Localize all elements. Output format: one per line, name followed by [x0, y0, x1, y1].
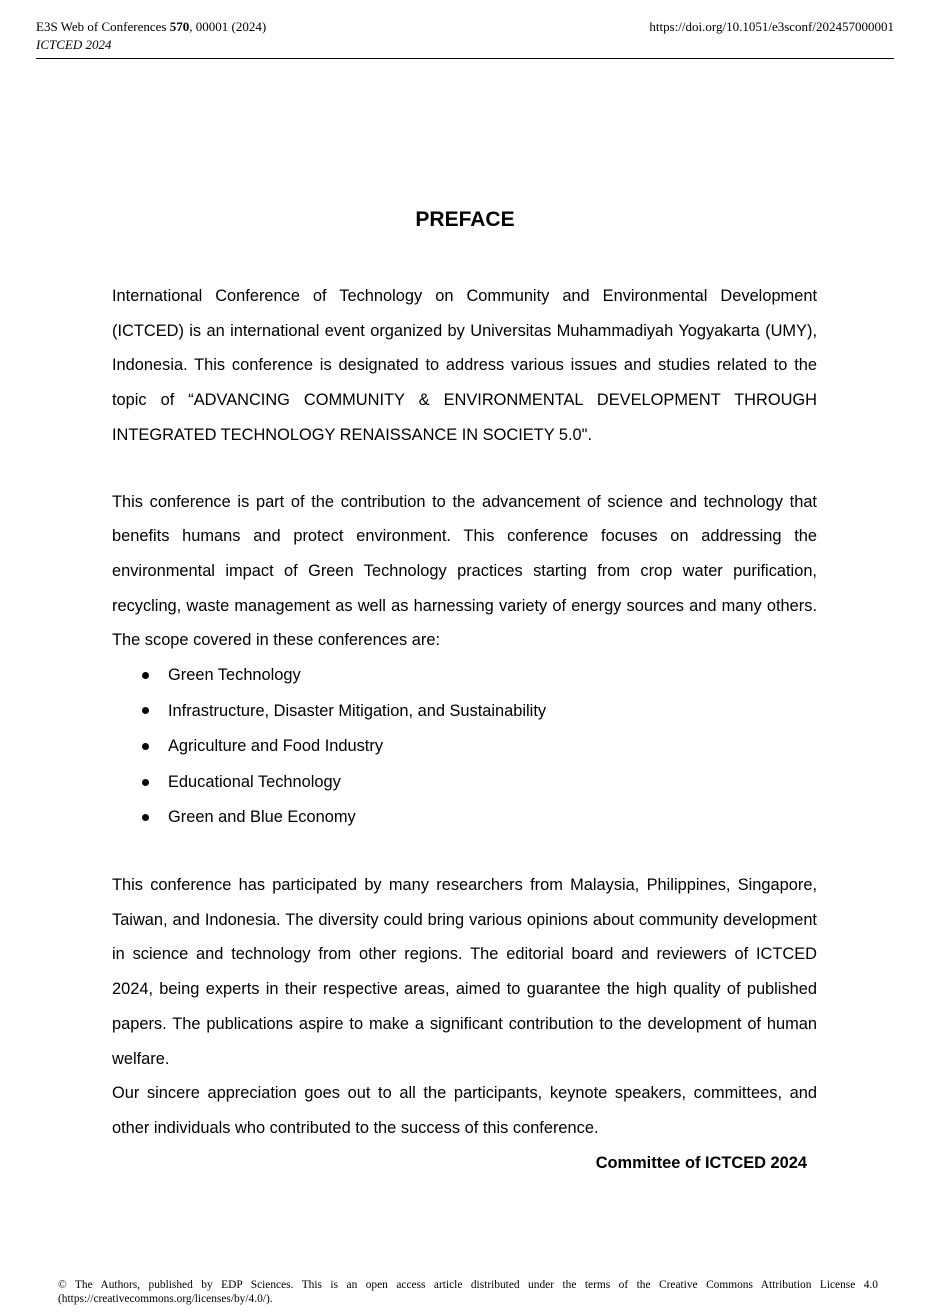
license-footer: © The Authors, published by EDP Sciences. This is an open access article distributed under the terms of the Creative Commons Attribution License 4.0 (https://creativecommons.org/licenses/by/4.0/). — [58, 1279, 878, 1305]
header-divider — [36, 58, 894, 59]
bullet-icon — [142, 707, 149, 714]
list-item — [112, 765, 817, 801]
paragraph-participants: This conference has participated by many researchers from Malaysia, Philippines, Singapore, Taiwan, and Indonesia. The diversity could bring various opinions about community development in science and technology from other regions. The editorial board and reviewers of ICTCED 2024, being experts in their respective areas, aimed to guarantee the high quality of published papers. The publications aspire to make a significant contribution to the development of human welfare. — [112, 876, 817, 1068]
signature: Committee of ICTCED 2024 — [595, 1153, 807, 1172]
paragraph-contribution: This conference is part of the contribution to the advancement of science and technology that benefits humans and protect environment. This conference focuses on addressing the environmental impact of Green Technology practices starting from crop water purification, recycling, waste management as well as harnessing variety of energy sources and many others. The scope covered in these conferences are: — [112, 492, 817, 650]
paragraph-spacer — [112, 453, 817, 485]
list-item-label: Green Technology — [168, 666, 301, 685]
conference-name: ICTCED 2024 — [36, 37, 112, 52]
journal-volume: 570 — [169, 19, 190, 34]
article-number-year: , 00001 (2024) — [189, 19, 267, 34]
list-item-label: Green and Blue Economy — [168, 808, 356, 827]
list-item-label: Infrastructure, Disaster Mitigation, and Sustainability — [168, 701, 547, 720]
preface-body — [112, 279, 817, 1180]
paragraph-appreciation: Our sincere appreciation goes out to all the participants, keynote speakers, committees, and other individuals who contributed to the success of this conference. — [112, 1084, 817, 1137]
page-title: PREFACE — [415, 208, 515, 231]
bullet-icon — [142, 779, 149, 786]
list-item-label: Agriculture and Food Industry — [168, 737, 384, 756]
journal-citation — [36, 18, 266, 36]
bullet-icon — [142, 672, 149, 679]
doi-link[interactable]: https://doi.org/10.1051/e3sconf/202457000001 — [649, 19, 894, 34]
bullet-icon — [142, 814, 149, 821]
list-item — [112, 800, 817, 836]
running-header — [36, 18, 894, 54]
header-top-row — [36, 18, 894, 36]
paragraph-intro: International Conference of Technology on Community and Environmental Development (ICTCED) is an international event organized by Universitas Muhammadiyah Yogyakarta (UMY), Indonesia. This conference is designated to address various issues and studies related to the topic of “ADVANCING COMMUNITY & ENVIRONMENTAL DEVELOPMENT THROUGH INTEGRATED TECHNOLOGY RENAISSANCE IN SOCIETY 5.0". — [112, 287, 817, 444]
journal-name: E3S Web of Conferences — [36, 19, 167, 34]
list-item — [112, 729, 817, 765]
bullet-icon — [142, 743, 149, 750]
list-item-label: Educational Technology — [168, 772, 341, 791]
list-item — [112, 658, 817, 694]
paragraph-spacer — [112, 836, 817, 868]
list-item — [112, 694, 817, 730]
scope-list — [112, 658, 817, 836]
